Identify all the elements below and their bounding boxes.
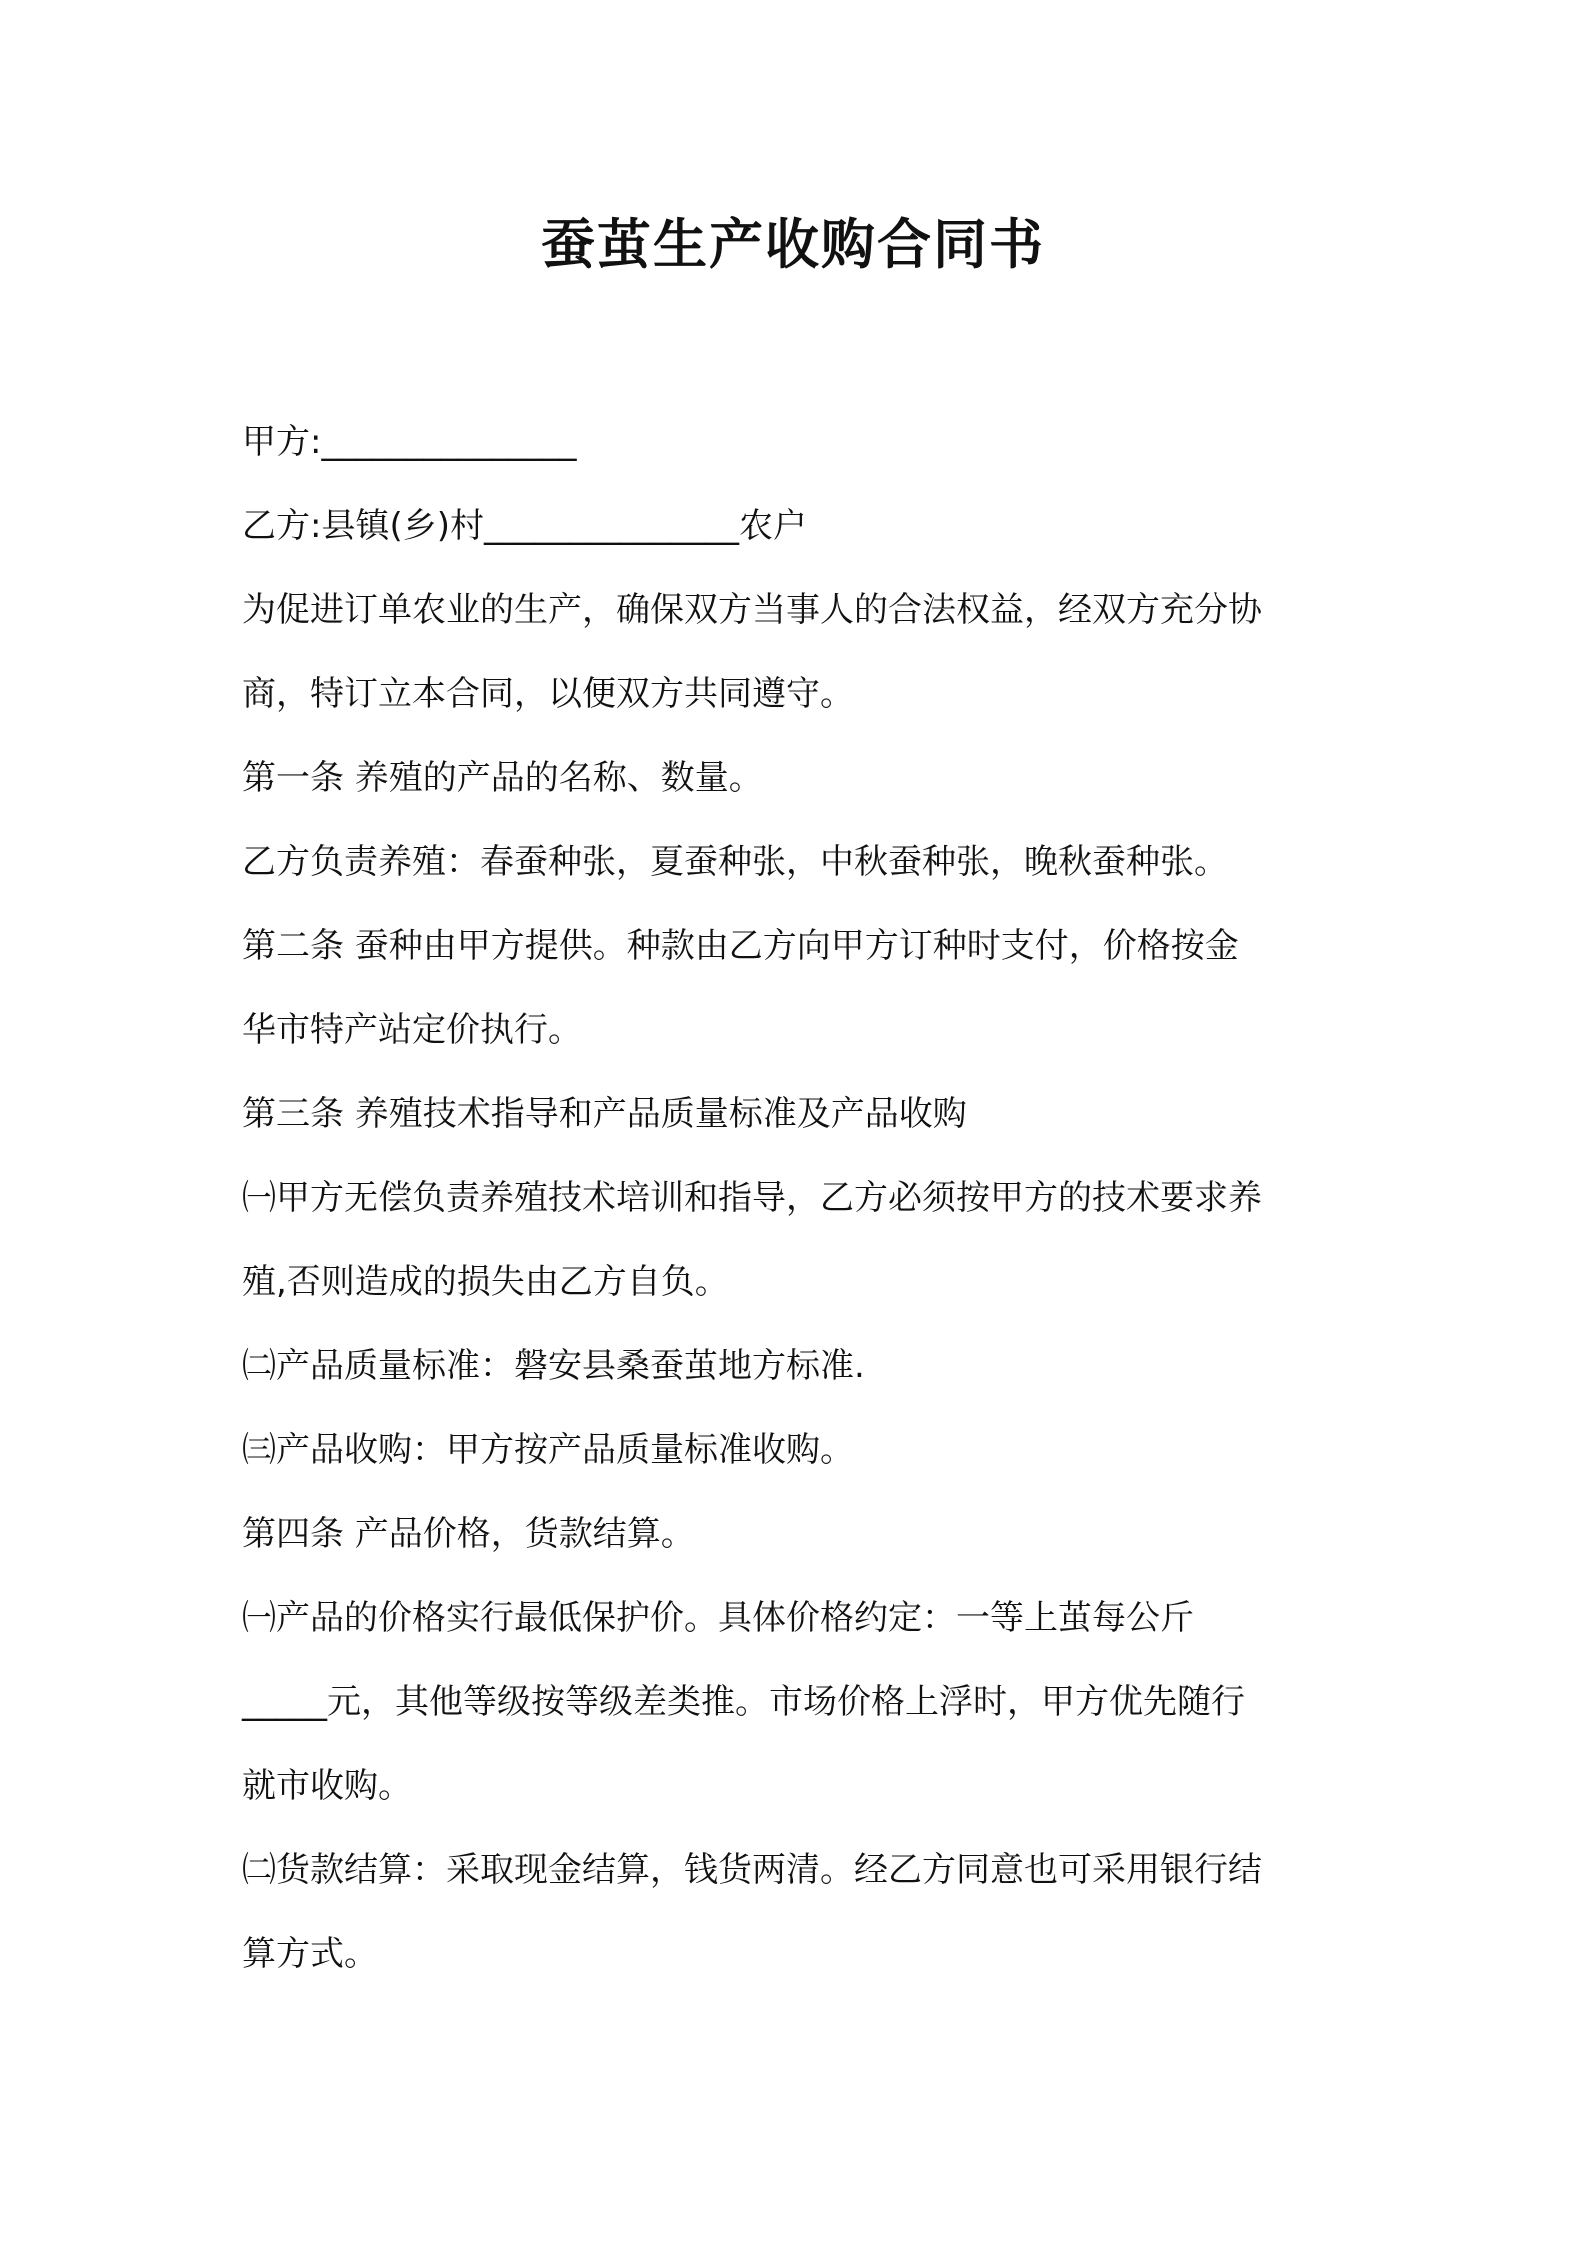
article-4-item-1-line-2: _____元，其他等级按等级差类推。市场价格上浮时，甲方优先随行: [242, 1682, 1245, 1722]
article-4-item-1-line-1: ㈠产品的价格实行最低保护价。具体价格约定：一等上茧每公斤: [242, 1598, 1194, 1638]
article-1-text: 乙方负责养殖：春蚕种张，夏蚕种张，中秋蚕种张，晚秋蚕种张。: [242, 842, 1228, 882]
article-2-line-1: 第二条 蚕种由甲方提供。种款由乙方向甲方订种时支付，价格按金: [242, 926, 1239, 966]
article-1-heading: 第一条 养殖的产品的名称、数量。: [242, 758, 763, 798]
document-title: 蚕茧生产收购合同书: [541, 213, 1045, 276]
article-4-item-2-line-2: 算方式。: [242, 1934, 378, 1974]
article-3-item-1-line-2: 殖,否则造成的损失由乙方自负。: [242, 1262, 729, 1302]
article-3-item-3: ㈢产品收购：甲方按产品质量标准收购。: [242, 1430, 854, 1470]
party-b-line: 乙方:县镇(乡)村_______________农户: [242, 506, 807, 546]
article-4-item-2-line-1: ㈡货款结算：采取现金结算，钱货两清。经乙方同意也可采用银行结: [242, 1850, 1262, 1890]
article-4-heading: 第四条 产品价格，货款结算。: [242, 1514, 695, 1554]
article-3-item-2: ㈡产品质量标准：磐安县桑蚕茧地方标准.: [242, 1346, 865, 1386]
preamble-line-2: 商，特订立本合同，以便双方共同遵守。: [242, 674, 854, 714]
article-3-heading: 第三条 养殖技术指导和产品质量标准及产品收购: [242, 1094, 967, 1134]
article-4-item-1-line-3: 就市收购。: [242, 1766, 412, 1806]
article-2-line-2: 华市特产站定价执行。: [242, 1010, 582, 1050]
document-body: [242, 400, 1352, 1996]
preamble-line-1: 为促进订单农业的生产，确保双方当事人的合法权益，经双方充分协: [242, 590, 1262, 630]
party-a-line: 甲方:_______________: [242, 422, 577, 462]
article-3-item-1-line-1: ㈠甲方无偿负责养殖技术培训和指导，乙方必须按甲方的技术要求养: [242, 1178, 1262, 1218]
